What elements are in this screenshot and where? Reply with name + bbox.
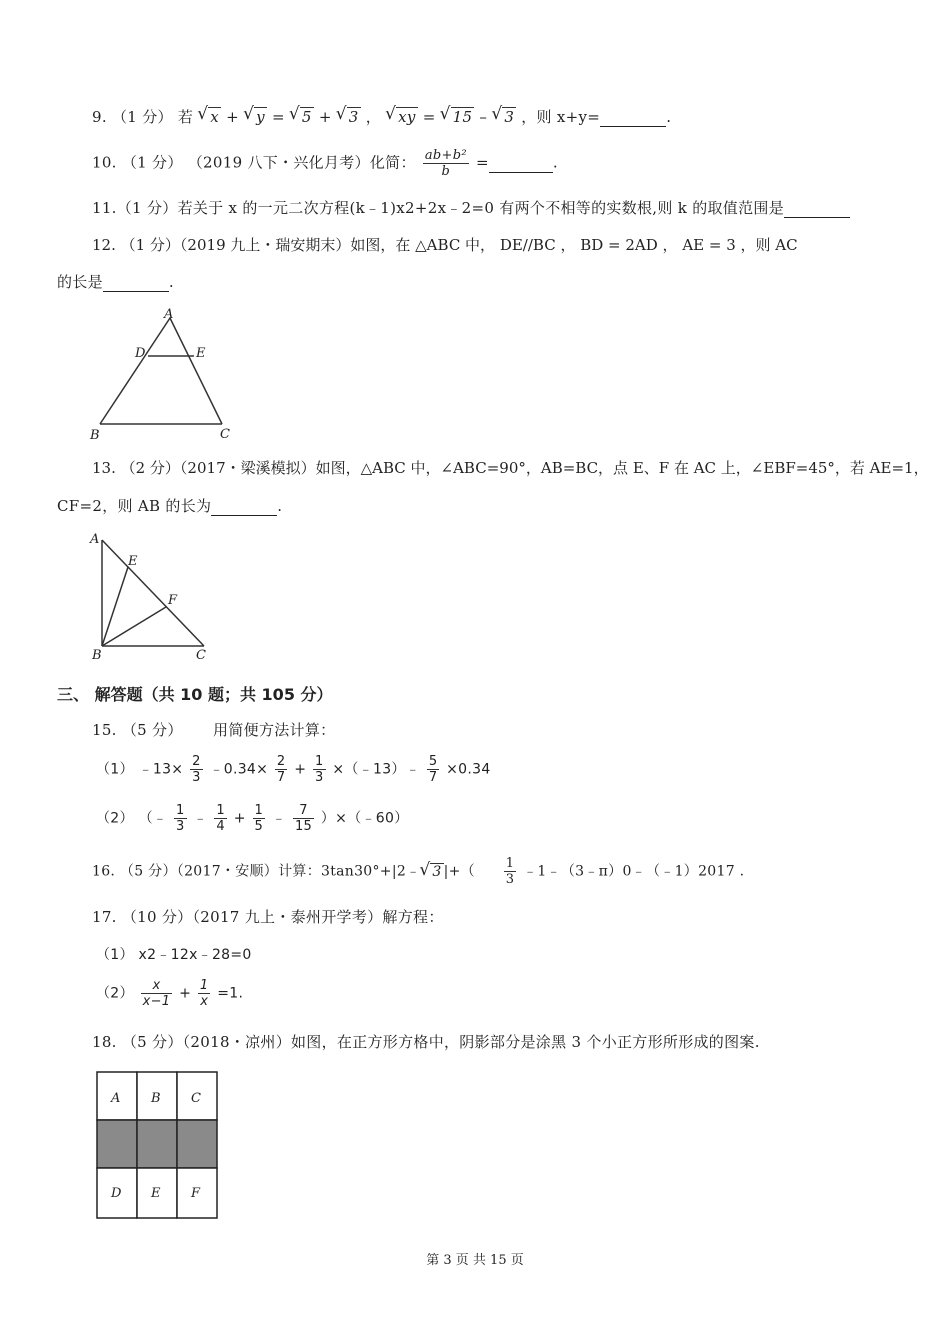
punctuation: . (168, 273, 174, 291)
side-ac (102, 540, 204, 646)
operator: – (479, 108, 488, 126)
fraction-denominator: x (200, 994, 209, 1009)
label-e: E (151, 1186, 161, 1201)
fraction-numerator: 7 (293, 803, 314, 819)
expression-text: ×（﹣13）﹣ (332, 761, 421, 778)
fraction-numerator: ab+b² (424, 148, 467, 163)
label-c: C (196, 648, 206, 663)
expression-text: （﹣ (138, 810, 168, 827)
fraction-denominator: 4 (216, 819, 225, 834)
label-f: F (168, 593, 178, 608)
fraction-denominator: 3 (315, 770, 324, 785)
expression-text: ）×（﹣60） (320, 810, 409, 827)
fraction-numerator: 1 (254, 803, 264, 818)
fraction-denominator: 3 (192, 770, 201, 785)
question-12 (92, 234, 798, 255)
question-text: ﹣1﹣（3﹣π）0﹣（﹣1）2017 . (523, 863, 745, 880)
question-18 (92, 1031, 760, 1052)
fraction (427, 754, 440, 785)
part-label: （2） (96, 810, 134, 827)
operator: + (226, 108, 239, 126)
fraction-denominator: 3 (505, 872, 515, 887)
question-text: （2019 八下・兴化月考）化简： (187, 153, 416, 172)
question-17-part-1 (96, 944, 252, 964)
question-text: |+（ (443, 863, 475, 880)
label-c: C (220, 427, 230, 442)
question-text: 15. （5 分） 用简便方法计算： (92, 721, 336, 739)
fraction-numerator: 1 (216, 803, 225, 818)
question-number: 10. (92, 153, 117, 172)
question-text: 13. （2 分）（2017・梁溪模拟）如图，△ABC 中，∠ABC=90°，AB=BC，点 E、F 在 AC 上，∠EBF=45°，若 AE=1， (92, 459, 929, 477)
fraction-numerator: x (141, 978, 173, 994)
question-15 (92, 719, 335, 740)
question-13 (92, 457, 929, 478)
fraction (190, 754, 203, 785)
radical-3: √ 3 (430, 863, 443, 880)
label-a: A (111, 1091, 121, 1106)
grid-cell-shaded (137, 1120, 177, 1168)
question-12-line2 (57, 271, 174, 292)
part-label: （1） (96, 761, 134, 778)
question-text: 16. （5 分）（2017・安顺）计算：3tan30°+|2﹣ (92, 863, 421, 880)
label-a: A (90, 532, 100, 547)
label-f: F (191, 1186, 201, 1201)
grid-cell-shaded (177, 1120, 217, 1168)
radical-x: √ x (208, 107, 221, 126)
fraction (423, 148, 469, 179)
fraction (141, 978, 173, 1009)
label-c: C (191, 1091, 201, 1106)
fraction-denominator: 3 (175, 819, 185, 834)
fraction-numerator: 1 (199, 978, 209, 993)
question-15-part-2 (96, 803, 409, 834)
fraction-denominator: 7 (428, 770, 438, 785)
expression-text: + (294, 761, 307, 778)
fraction (293, 803, 314, 834)
fraction (313, 754, 326, 785)
label-e: E (128, 554, 138, 569)
expression-text: ﹣0.34× (209, 761, 269, 778)
operator: = (422, 108, 436, 126)
fraction (275, 754, 288, 785)
fraction (174, 803, 187, 834)
radical-xy: √ xy (396, 107, 418, 126)
answer-blank (489, 154, 553, 173)
expression-text: ﹣ (271, 810, 287, 827)
question-score: （1 分） (121, 153, 183, 172)
question-15-part-1 (96, 754, 491, 785)
label-d: D (111, 1186, 122, 1201)
section-heading: 三、 解答题（共 10 题；共 105 分） (57, 685, 333, 704)
part-label: （2） (96, 985, 134, 1002)
question-text: 11.（1 分）若关于 x 的一元二次方程(k﹣1)x2+2x﹣2=0 有两个不相等的实数根,则 k 的取值范围是 (92, 199, 784, 217)
punctuation: . (552, 153, 558, 172)
question-text: 18. （5 分）（2018・凉州）如图，在正方形方格中，阴影部分是涂黑 3 个小正方形所形成的图案. (92, 1033, 760, 1051)
label-e: E (196, 346, 206, 361)
segment-be (102, 567, 128, 646)
label-b: B (151, 1091, 161, 1106)
question-score: （1 分） (112, 108, 173, 126)
equation-text: =1. (217, 985, 244, 1002)
label-d: D (135, 346, 146, 361)
expression-text: ﹣13× (138, 761, 184, 778)
side-ab (100, 318, 170, 424)
radical-3: √ 3 (347, 107, 361, 126)
expression-text: + (233, 810, 246, 827)
fraction (253, 803, 266, 834)
question-17-part-2 (96, 978, 243, 1009)
operator: + (179, 985, 192, 1002)
fraction (198, 978, 211, 1009)
fraction-numerator: 1 (315, 754, 324, 769)
figure-right-triangle-ebf (86, 528, 216, 664)
expression-text: ×0.34 (446, 761, 491, 778)
figure-triangle-abc-de (88, 304, 238, 444)
radical-3: √ 3 (502, 107, 516, 126)
radical-5: √ 5 (300, 107, 314, 126)
operator: = (475, 153, 489, 172)
question-16 (92, 856, 744, 887)
question-number: 9. (92, 108, 107, 126)
question-9 (92, 106, 671, 127)
page-footer: 第 3 页 共 15 页 (426, 1253, 524, 1268)
punctuation: ， (365, 108, 381, 126)
question-text: 若 (177, 108, 194, 126)
question-10 (92, 148, 558, 179)
question-text: 12. （1 分）（2019 九上・瑞安期末）如图，在 △ABC 中， DE//BC ， BD = 2AD ， AE = 3 ，则 AC (92, 236, 798, 254)
answer-blank (103, 273, 169, 292)
question-text: 的长是 (57, 273, 103, 291)
answer-blank (211, 497, 277, 516)
expression-text: ﹣ (193, 810, 208, 827)
fraction-numerator: 1 (175, 803, 185, 818)
fraction-numerator: 1 (505, 856, 515, 871)
fraction-numerator: 2 (192, 754, 201, 769)
label-b: B (92, 648, 102, 663)
fraction-denominator: 5 (254, 819, 264, 834)
operator: = (271, 108, 285, 126)
fraction-denominator: b (441, 164, 451, 179)
question-17 (92, 906, 444, 927)
fraction-denominator: 7 (276, 770, 286, 785)
figure-square-grid (92, 1068, 222, 1222)
answer-blank (600, 108, 666, 127)
grid-cell-shaded (97, 1120, 137, 1168)
radical-15: √ 15 (451, 107, 475, 126)
side-ac (170, 318, 222, 424)
question-text: CF=2，则 AB 的长为 (57, 497, 212, 515)
fraction (214, 803, 227, 834)
question-11 (92, 197, 850, 218)
radical-y: √ y (254, 107, 267, 126)
operator: + (318, 108, 332, 126)
punctuation: . (277, 497, 283, 515)
fraction-numerator: 2 (276, 754, 286, 769)
punctuation: . (666, 108, 672, 126)
question-13-line2 (57, 495, 282, 516)
question-text: 17. （10 分）（2017 九上・泰州开学考）解方程： (92, 908, 444, 926)
fraction-denominator: x−1 (142, 994, 171, 1009)
equation-text: （1） x2﹣12x﹣28=0 (96, 947, 252, 963)
segment-bf (102, 607, 166, 646)
label-a: A (164, 307, 174, 322)
question-text: ，则 x+y= (521, 108, 601, 126)
label-b: B (90, 428, 100, 443)
fraction (504, 856, 517, 887)
fraction-denominator: 15 (294, 819, 313, 834)
answer-blank (784, 199, 850, 218)
fraction-numerator: 5 (428, 754, 438, 769)
